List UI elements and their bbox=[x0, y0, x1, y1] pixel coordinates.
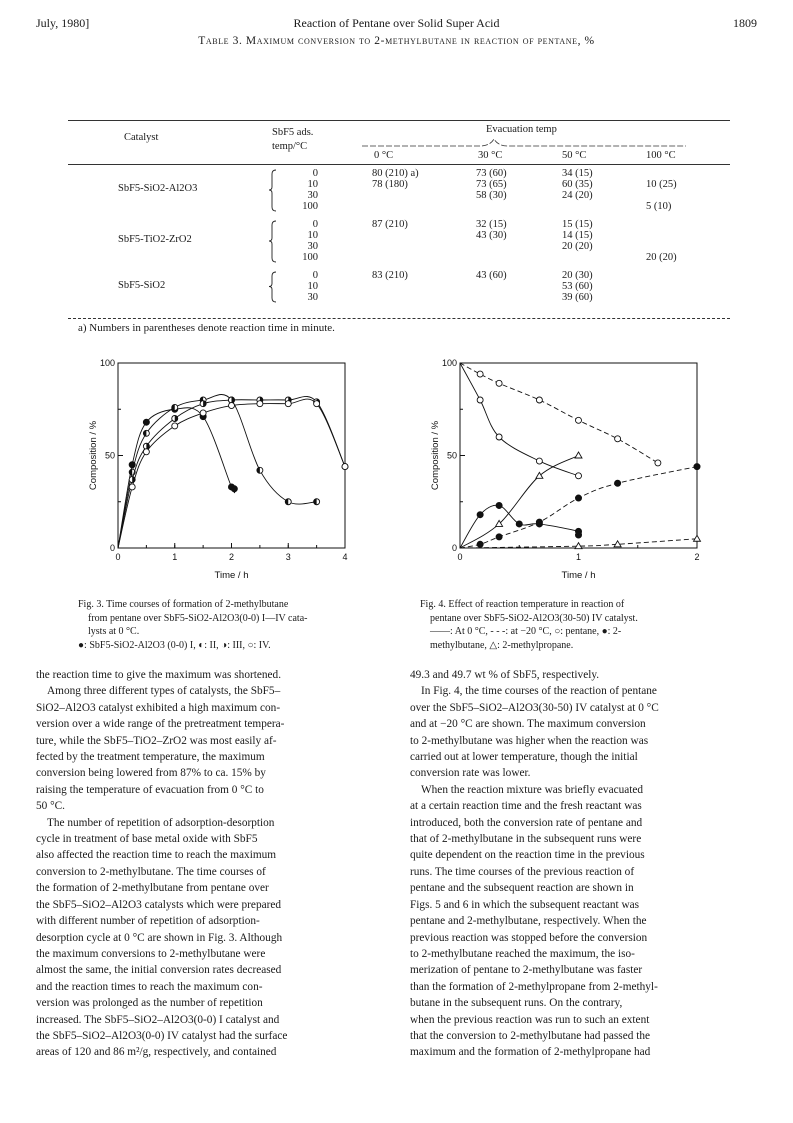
data-point bbox=[536, 472, 543, 478]
table-cell: 78 (180) bbox=[372, 179, 408, 190]
y-tick-label: 100 bbox=[441, 358, 457, 368]
table-cell: 58 (30) bbox=[476, 190, 507, 201]
y-tick-label: 0 bbox=[451, 543, 457, 553]
text-line: pentane and 2-methylbutane, respectively. When the bbox=[410, 915, 647, 928]
text-line: In Fig. 4, the time courses of the reaction of pentane bbox=[421, 685, 657, 698]
data-point bbox=[496, 434, 502, 440]
data-point bbox=[536, 397, 542, 403]
data-point bbox=[285, 401, 291, 407]
table-cell: 34 (15) bbox=[562, 168, 593, 179]
text-line: raising the temperature of evacuation from 0 °C to bbox=[36, 783, 264, 796]
col-header-catalyst: Catalyst bbox=[124, 132, 159, 143]
table-cell: 73 (65) bbox=[476, 179, 507, 190]
series-line bbox=[118, 396, 345, 548]
series-line bbox=[118, 399, 345, 548]
text-line: 49.3 and 49.7 wt % of SbF5, respectively. bbox=[410, 669, 600, 681]
col-header-ads-1: SbF5 ads. bbox=[272, 127, 314, 138]
fig3-caption-line4: ●: SbF5-SiO2-Al2O3 (0-0) I, ◐: II, ◑: III, ○: IV. bbox=[78, 639, 271, 651]
table-cell: 73 (60) bbox=[476, 168, 507, 179]
table-cell: 15 (15) bbox=[562, 219, 593, 230]
data-point bbox=[694, 535, 701, 541]
fig3-caption bbox=[78, 598, 383, 652]
text-line: cycle in treatment of base metal oxide with SbF5 bbox=[36, 833, 258, 846]
text-line: introduced, both the conversion rate of pentane and bbox=[410, 816, 643, 829]
table-cell: 24 (20) bbox=[562, 190, 593, 201]
data-point bbox=[536, 458, 542, 464]
data-point bbox=[172, 416, 178, 422]
data-point bbox=[615, 480, 621, 486]
text-line: SiO2–Al2O3 catalyst exhibited a high maximum con- bbox=[36, 701, 281, 714]
fig3-chart bbox=[72, 355, 382, 590]
data-point bbox=[229, 403, 235, 409]
table-cell: 0 bbox=[312, 168, 318, 179]
data-point bbox=[576, 473, 582, 479]
right-text-column bbox=[410, 667, 758, 1061]
text-line: at a certain reaction time and the fresh reactant was bbox=[410, 800, 642, 813]
table-brace bbox=[268, 271, 278, 304]
data-point bbox=[615, 436, 621, 442]
text-line: the formation of 2-methylbutane from pentane over bbox=[36, 882, 269, 895]
y-tick-label: 50 bbox=[446, 450, 457, 461]
x-axis-label: Time / h bbox=[561, 570, 596, 581]
data-point bbox=[314, 401, 320, 407]
text-line: increased. The SbF5–SiO2–Al2O3(0-0) I catalyst and bbox=[36, 1013, 280, 1026]
data-point bbox=[496, 380, 502, 386]
text-line: than the formation of 2-methylpropane from 2-methyl- bbox=[410, 980, 658, 993]
left-text-column bbox=[36, 667, 385, 1061]
table-cell: 43 (60) bbox=[476, 270, 507, 281]
data-point bbox=[129, 484, 135, 490]
fig4-caption-line1: Fig. 4. Effect of reaction temperature in reaction of bbox=[420, 599, 625, 610]
text-line: conversion being lowered from 87% to ca. 15% by bbox=[36, 767, 266, 780]
col-header-ads-2: temp/°C bbox=[272, 141, 308, 152]
data-point bbox=[516, 521, 522, 527]
table-cell: 5 (10) bbox=[646, 201, 672, 212]
data-point bbox=[694, 464, 700, 470]
series-line bbox=[460, 363, 658, 463]
table-cell: 30 bbox=[307, 190, 318, 201]
y-axis-label: Composition / % bbox=[430, 420, 441, 491]
text-line: Among three different types of catalysts, the SbF5– bbox=[47, 685, 281, 698]
fig4-caption-line2: pentane over SbF5-SiO2-Al2O3(30-50) IV catalyst. bbox=[430, 612, 638, 624]
x-tick-label: 2 bbox=[228, 552, 235, 562]
x-tick-label: 2 bbox=[694, 552, 700, 562]
table-cell: 60 (35) bbox=[562, 179, 593, 190]
table-catalyst-label: SbF5-SiO2-Al2O3 bbox=[118, 183, 198, 194]
table-cell: 43 (30) bbox=[476, 230, 507, 241]
y-axis-label: Composition / % bbox=[88, 420, 99, 491]
data-point bbox=[477, 512, 483, 518]
table-bottom-rule bbox=[68, 318, 730, 319]
table-cell: 30 bbox=[307, 292, 318, 303]
text-line: previous reaction was stopped before the conversion bbox=[410, 931, 648, 944]
text-line: When the reaction mixture was briefly evacuated bbox=[421, 783, 644, 796]
text-line: when the previous reaction was run to such an extent bbox=[410, 1013, 650, 1026]
y-tick-label: 50 bbox=[104, 450, 115, 461]
table-cell: 80 (210) a) bbox=[372, 168, 419, 179]
text-line: maximum and the formation of 2-methylpropane had bbox=[410, 1046, 651, 1059]
text-line: fected by the treatment temperature, the maximum bbox=[36, 751, 265, 764]
text-line: pentane and the subsequent reaction are shown in bbox=[410, 882, 634, 895]
plot-frame bbox=[118, 363, 345, 548]
x-tick-label: 1 bbox=[575, 552, 582, 562]
series-line bbox=[460, 363, 579, 476]
table-catalyst-label: SbF5-SiO2 bbox=[118, 279, 166, 291]
page-number: 1809 bbox=[733, 16, 757, 30]
table-brace bbox=[268, 220, 278, 264]
col-header-evacuation: Evacuation temp bbox=[486, 124, 557, 135]
x-tick-label: 4 bbox=[342, 552, 348, 562]
text-line: to 2-methylbutane reached the maximum, the iso- bbox=[410, 947, 635, 960]
fig4-caption-line4: methylbutane, △: 2-methylpropane. bbox=[430, 639, 574, 651]
data-point bbox=[257, 467, 263, 473]
table-cell: 20 (30) bbox=[562, 270, 593, 281]
text-line: that of 2-methylbutane in the subsequent runs were bbox=[410, 833, 642, 846]
series-line bbox=[118, 395, 317, 548]
text-line: butane in the subsequent runs. On the contrary, bbox=[410, 997, 623, 1010]
data-point bbox=[477, 541, 483, 547]
data-point bbox=[655, 460, 661, 466]
table-cell: 20 (20) bbox=[562, 241, 593, 252]
data-point bbox=[172, 404, 178, 410]
data-point bbox=[576, 417, 582, 423]
text-line: that the conversion to 2-methylbutane had passed the bbox=[410, 1029, 650, 1042]
text-line: conversion to 2-methylbutane. The time courses of bbox=[36, 865, 266, 878]
text-line: conversion rate was lower. bbox=[410, 767, 531, 780]
fig3-caption-line1: Fig. 3. Time courses of formation of 2-methylbutane bbox=[78, 599, 289, 610]
table-cell: 10 (25) bbox=[646, 179, 677, 190]
table-top-rule bbox=[68, 120, 730, 121]
x-axis-label: Time / h bbox=[214, 570, 249, 581]
text-line: also affected the reaction time to reach the maximum bbox=[36, 849, 277, 862]
x-tick-label: 1 bbox=[172, 552, 178, 562]
table-brace bbox=[268, 169, 278, 213]
text-line: over the SbF5–SiO2–Al2O3(30-50) IV catalyst at 0 °C bbox=[410, 701, 659, 714]
y-tick-label: 100 bbox=[99, 358, 115, 368]
data-point bbox=[143, 430, 149, 436]
table-cell: 14 (15) bbox=[562, 230, 593, 241]
data-point bbox=[200, 401, 206, 407]
table-cell: 53 (60) bbox=[562, 281, 593, 292]
col-header-50c: 50 °C bbox=[562, 150, 587, 161]
evacuation-brace bbox=[360, 137, 690, 149]
text-line: 50 °C. bbox=[36, 800, 65, 813]
data-point bbox=[285, 499, 291, 505]
table-cell: 20 (20) bbox=[646, 252, 677, 263]
table-cell: 10 bbox=[307, 281, 318, 292]
data-point bbox=[200, 410, 206, 416]
data-point bbox=[257, 401, 263, 407]
data-point bbox=[342, 464, 348, 470]
data-point bbox=[477, 371, 483, 377]
text-line: areas of 120 and 86 m²/g, respectively, and contained bbox=[36, 1046, 277, 1059]
table-cell: 30 bbox=[307, 241, 318, 252]
fig4-caption bbox=[420, 598, 725, 652]
fig3-caption-line2: from pentane over SbF5-SiO2-Al2O3(0-0) I—IV cata- bbox=[88, 612, 308, 624]
text-line: version over a wide range of the pretreatment tempera- bbox=[36, 718, 285, 731]
text-line: and at −20 °C are shown. The maximum conversion bbox=[410, 718, 646, 731]
data-point bbox=[576, 495, 582, 501]
text-line: merization of pentane to 2-methylbutane was faster bbox=[410, 964, 643, 977]
data-point bbox=[477, 397, 483, 403]
data-point bbox=[496, 534, 502, 540]
table-header-rule bbox=[68, 164, 730, 165]
table-cell: 39 (60) bbox=[562, 292, 593, 303]
table-cell: 0 bbox=[312, 219, 318, 230]
text-line: with different number of repetition of adsorption- bbox=[36, 915, 260, 928]
x-tick-label: 0 bbox=[457, 552, 463, 562]
table-cell: 10 bbox=[307, 179, 318, 190]
table-cell: 100 bbox=[302, 201, 318, 212]
table-catalyst-label: SbF5-TiO2-ZrO2 bbox=[118, 234, 192, 245]
text-line: carried out at lower temperature, though the initial bbox=[410, 751, 638, 764]
text-line: the reaction time to give the maximum was shortened. bbox=[36, 669, 282, 681]
data-point bbox=[231, 486, 237, 492]
data-point bbox=[143, 449, 149, 455]
data-point bbox=[172, 423, 178, 429]
text-line: runs. The time courses of the previous reaction of bbox=[410, 865, 635, 878]
table-cell: 0 bbox=[312, 270, 318, 281]
table-cell: 10 bbox=[307, 230, 318, 241]
data-point bbox=[576, 532, 582, 538]
text-line: and the reaction times to reach the maximum con- bbox=[36, 980, 263, 993]
col-header-30c: 30 °C bbox=[478, 150, 503, 161]
text-line: almost the same, the initial conversion rates decreased bbox=[36, 964, 282, 977]
text-line: to 2-methylbutane was higher when the reaction was bbox=[410, 734, 649, 747]
text-line: Figs. 5 and 6 in which the subsequent reactant was bbox=[410, 898, 640, 911]
col-header-0c: 0 °C bbox=[374, 150, 394, 161]
table-cell: 83 (210) bbox=[372, 270, 408, 281]
data-point bbox=[143, 419, 149, 425]
text-line: version was prolonged as the number of repetition bbox=[36, 997, 263, 1010]
text-line: desorption cycle at 0 °C are shown in Fig. 3. Although bbox=[36, 931, 283, 944]
text-line: the SbF5–SiO2–Al2O3 catalysts which were prepared bbox=[36, 898, 282, 911]
table-cell: 100 bbox=[302, 252, 318, 263]
data-point bbox=[496, 502, 502, 508]
fig4-caption-line3: ——: At 0 °C, - - -: at −20 °C, ○: pentane, ●: 2- bbox=[430, 626, 622, 637]
text-line: the maximum conversions to 2-methylbutane were bbox=[36, 947, 266, 960]
running-date: July, 1980] bbox=[36, 16, 90, 30]
text-line: quite dependent on the reaction time in the previous bbox=[410, 849, 645, 862]
table-cell: 87 (210) bbox=[372, 219, 408, 230]
running-title: Reaction of Pentane over Solid Super Acid bbox=[293, 16, 500, 30]
text-line: ture, while the SbF5–TiO2–ZrO2 was most easily af- bbox=[36, 734, 277, 747]
fig4-chart bbox=[410, 355, 720, 590]
y-tick-label: 0 bbox=[109, 543, 115, 553]
x-tick-label: 3 bbox=[285, 552, 291, 562]
data-point bbox=[575, 452, 582, 458]
text-line: The number of repetition of adsorption-desorption bbox=[47, 816, 275, 829]
fig3-caption-line3: lysts at 0 °C. bbox=[88, 626, 140, 637]
table-cell: 32 (15) bbox=[476, 219, 507, 230]
data-point bbox=[536, 519, 542, 525]
text-line: the SbF5–SiO2–Al2O3(0-0) IV catalyst had the surface bbox=[36, 1029, 288, 1042]
x-tick-label: 0 bbox=[115, 552, 121, 562]
data-point bbox=[314, 499, 320, 505]
table-caption: Table 3. Maximum conversion to 2-methylbutane in reaction of pentane, % bbox=[198, 35, 595, 47]
table-footnote: a) Numbers in parentheses denote reaction time in minute. bbox=[78, 322, 335, 334]
col-header-100c: 100 °C bbox=[646, 150, 676, 161]
